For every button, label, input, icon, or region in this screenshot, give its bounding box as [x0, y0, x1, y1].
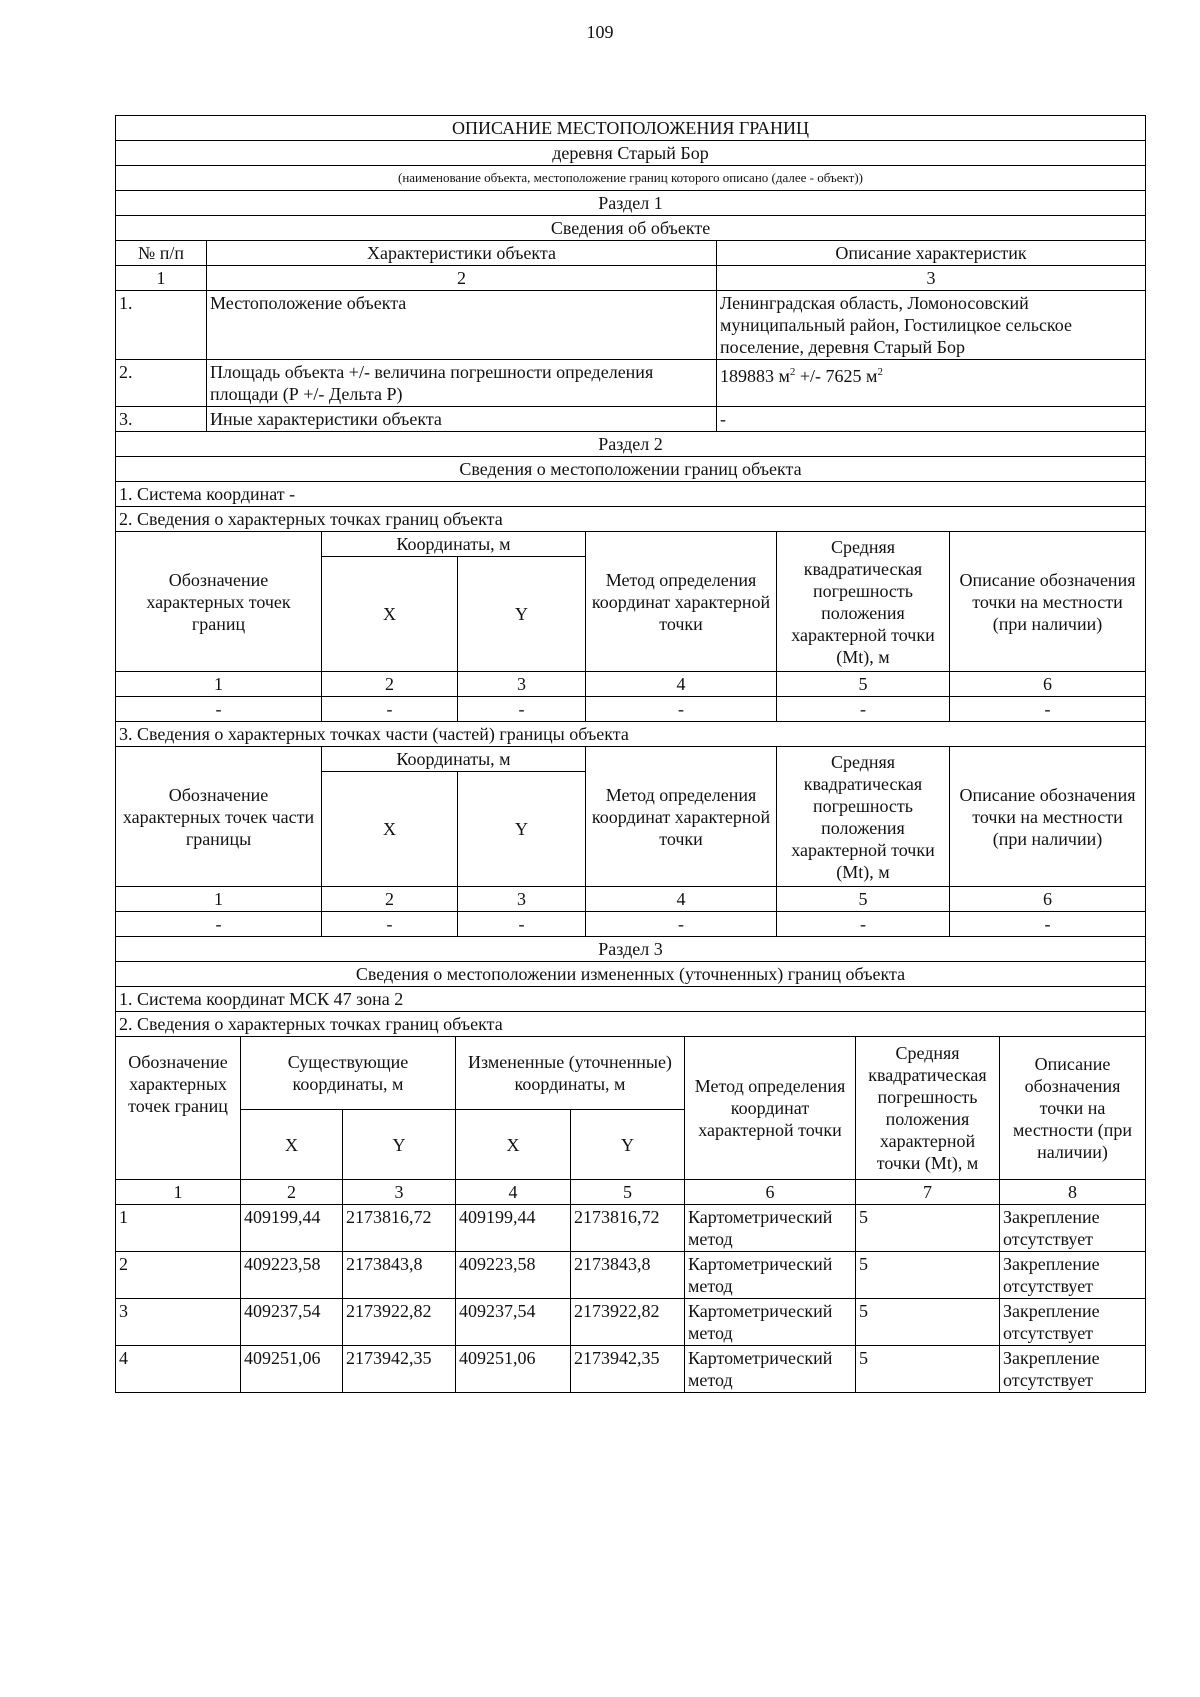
header-method: Метод определения координат характерной точки [586, 532, 777, 672]
col-number: 1 [116, 1180, 241, 1205]
parts-title: 3. Сведения о характерных точках части (частей) границы объекта [116, 722, 1146, 747]
empty-cell: - [950, 697, 1146, 722]
col-number: 3 [343, 1180, 456, 1205]
empty-cell: - [777, 697, 950, 722]
col-number: 2 [322, 887, 458, 912]
header-y: Y [458, 557, 586, 672]
existing-y: 2173843,8 [343, 1252, 456, 1299]
existing-x: 409223,58 [241, 1252, 343, 1299]
changed-y: 2173816,72 [571, 1205, 685, 1252]
empty-cell: - [777, 912, 950, 937]
row-number: 3. [116, 407, 207, 432]
header-changed-coordinates: Измененные (уточненные) координаты, м [456, 1037, 685, 1110]
header-y: Y [458, 772, 586, 887]
col-number: 8 [1000, 1180, 1146, 1205]
section1-label: Раздел 1 [116, 191, 1146, 216]
empty-cell: - [322, 912, 458, 937]
header-point-description: Описание обозначения точки на местности (при наличии) [1000, 1037, 1146, 1180]
header-x: X [322, 772, 458, 887]
section3-table [115, 937, 1146, 1393]
existing-y: 2173922,82 [343, 1299, 456, 1346]
changed-x: 409237,54 [456, 1299, 571, 1346]
header-coordinates: Координаты, м [322, 747, 586, 772]
point-number: 2 [116, 1252, 241, 1299]
table-row [116, 1252, 1146, 1299]
changed-y: 2173922,82 [571, 1299, 685, 1346]
header-point-description: Описание обозначения точки на местности (при наличии) [950, 532, 1146, 672]
changed-y: 2173843,8 [571, 1252, 685, 1299]
header-number: № п/п [116, 241, 207, 266]
row-characteristic: Местоположение объекта [207, 291, 717, 360]
changed-x: 409223,58 [456, 1252, 571, 1299]
col-number: 6 [950, 672, 1146, 697]
col-number: 3 [717, 266, 1146, 291]
point-description: Закрепление отсутствует [1000, 1299, 1146, 1346]
empty-cell: - [458, 697, 586, 722]
changed-x: 409199,44 [456, 1205, 571, 1252]
area-value: 189883 м [720, 366, 790, 386]
document-title: ОПИСАНИЕ МЕСТОПОЛОЖЕНИЯ ГРАНИЦ [116, 116, 1146, 141]
header-designation-part: Обозначение характерных точек части границы [116, 747, 322, 887]
header-designation: Обозначение характерных точек границ [116, 532, 322, 672]
header-x: X [456, 1110, 571, 1180]
point-description: Закрепление отсутствует [1000, 1346, 1146, 1393]
col-number: 3 [458, 887, 586, 912]
col-number: 1 [116, 672, 322, 697]
empty-cell: - [458, 912, 586, 937]
col-number: 1 [116, 266, 207, 291]
point-description: Закрепление отсутствует [1000, 1205, 1146, 1252]
empty-cell: - [586, 912, 777, 937]
header-characteristic: Характеристики объекта [207, 241, 717, 266]
existing-x: 409237,54 [241, 1299, 343, 1346]
header-coordinates: Координаты, м [322, 532, 586, 557]
col-number: 1 [116, 887, 322, 912]
table-row [116, 360, 1146, 407]
header-y: Y [343, 1110, 456, 1180]
changed-x: 409251,06 [456, 1346, 571, 1393]
header-description: Описание характеристик [717, 241, 1146, 266]
header-existing-coordinates: Существующие координаты, м [241, 1037, 456, 1110]
error: 5 [856, 1205, 1000, 1252]
section2-heading: Сведения о местоположении границ объекта [116, 457, 1146, 482]
method: Картометрический метод [685, 1205, 856, 1252]
table-row [116, 1346, 1146, 1393]
header-x: X [322, 557, 458, 672]
object-name: деревня Старый Бор [116, 141, 1146, 166]
col-number: 6 [685, 1180, 856, 1205]
header-error: Средняя квадратическая погрешность положения характерной точки (Mt), м [777, 532, 950, 672]
section1-heading: Сведения об объекте [116, 216, 1146, 241]
object-name-note: (наименование объекта, местоположение границ которого описано (далее - объект)) [116, 166, 1146, 191]
point-number: 4 [116, 1346, 241, 1393]
col-number: 5 [777, 672, 950, 697]
section2-table [115, 432, 1146, 937]
method: Картометрический метод [685, 1299, 856, 1346]
method: Картометрический метод [685, 1252, 856, 1299]
col-number: 2 [322, 672, 458, 697]
row-characteristic: Площадь объекта +/- величина погрешности определения площади (Р +/- Дельта Р) [207, 360, 717, 407]
col-number: 4 [456, 1180, 571, 1205]
existing-y: 2173942,35 [343, 1346, 456, 1393]
col-number: 2 [207, 266, 717, 291]
header-method: Метод определения координат характерной точки [586, 747, 777, 887]
row-value: Ленинградская область, Ломоносовский муниципальный район, Гостилицкое сельское поселение, деревня Старый Бор [717, 291, 1146, 360]
header-x: X [241, 1110, 343, 1180]
header-method: Метод определения координат характерной точки [685, 1037, 856, 1180]
page-number: 109 [586, 22, 614, 42]
header-error: Средняя квадратическая погрешность положения характерной точки (Mt), м [856, 1037, 1000, 1180]
col-number: 2 [241, 1180, 343, 1205]
section3-label: Раздел 3 [116, 937, 1146, 962]
point-number: 1 [116, 1205, 241, 1252]
row-number: 1. [116, 291, 207, 360]
section2-label: Раздел 2 [116, 432, 1146, 457]
col-number: 5 [777, 887, 950, 912]
point-description: Закрепление отсутствует [1000, 1252, 1146, 1299]
header-y: Y [571, 1110, 685, 1180]
empty-cell: - [586, 697, 777, 722]
header-error: Средняя квадратическая погрешность положения характерной точки (Mt), м [777, 747, 950, 887]
col-number: 3 [458, 672, 586, 697]
changed-y: 2173942,35 [571, 1346, 685, 1393]
existing-y: 2173816,72 [343, 1205, 456, 1252]
row-number: 2. [116, 360, 207, 407]
boundary-description-document [115, 115, 1146, 1393]
table-row [116, 407, 1146, 432]
area-error-value: +/- 7625 м [795, 366, 878, 386]
error: 5 [856, 1252, 1000, 1299]
table-row [116, 912, 1146, 937]
header-designation: Обозначение характерных точек границ [116, 1037, 241, 1180]
row-value [717, 360, 1146, 407]
col-number: 4 [586, 672, 777, 697]
existing-x: 409251,06 [241, 1346, 343, 1393]
error: 5 [856, 1299, 1000, 1346]
points-title: 2. Сведения о характерных точках границ объекта [116, 507, 1146, 532]
table-row [116, 291, 1146, 360]
col-number: 7 [856, 1180, 1000, 1205]
empty-cell: - [322, 697, 458, 722]
method: Картометрический метод [685, 1346, 856, 1393]
coord-system: 1. Система координат - [116, 482, 1146, 507]
col-number: 6 [950, 887, 1146, 912]
row-characteristic: Иные характеристики объекта [207, 407, 717, 432]
empty-cell: - [116, 912, 322, 937]
error: 5 [856, 1346, 1000, 1393]
unit-exponent: 2 [877, 366, 883, 378]
coord-system: 1. Система координат МСК 47 зона 2 [116, 987, 1146, 1012]
section1-table [115, 115, 1146, 432]
unit-exponent: 2 [789, 366, 796, 378]
table-row [116, 697, 1146, 722]
empty-cell: - [950, 912, 1146, 937]
points-title: 2. Сведения о характерных точках границ объекта [116, 1012, 1146, 1037]
table-row [116, 1299, 1146, 1346]
existing-x: 409199,44 [241, 1205, 343, 1252]
point-number: 3 [116, 1299, 241, 1346]
section3-heading: Сведения о местоположении измененных (уточненных) границ объекта [116, 962, 1146, 987]
empty-cell: - [116, 697, 322, 722]
header-point-description: Описание обозначения точки на местности (при наличии) [950, 747, 1146, 887]
col-number: 4 [586, 887, 777, 912]
row-value: - [717, 407, 1146, 432]
col-number: 5 [571, 1180, 685, 1205]
table-row [116, 1205, 1146, 1252]
